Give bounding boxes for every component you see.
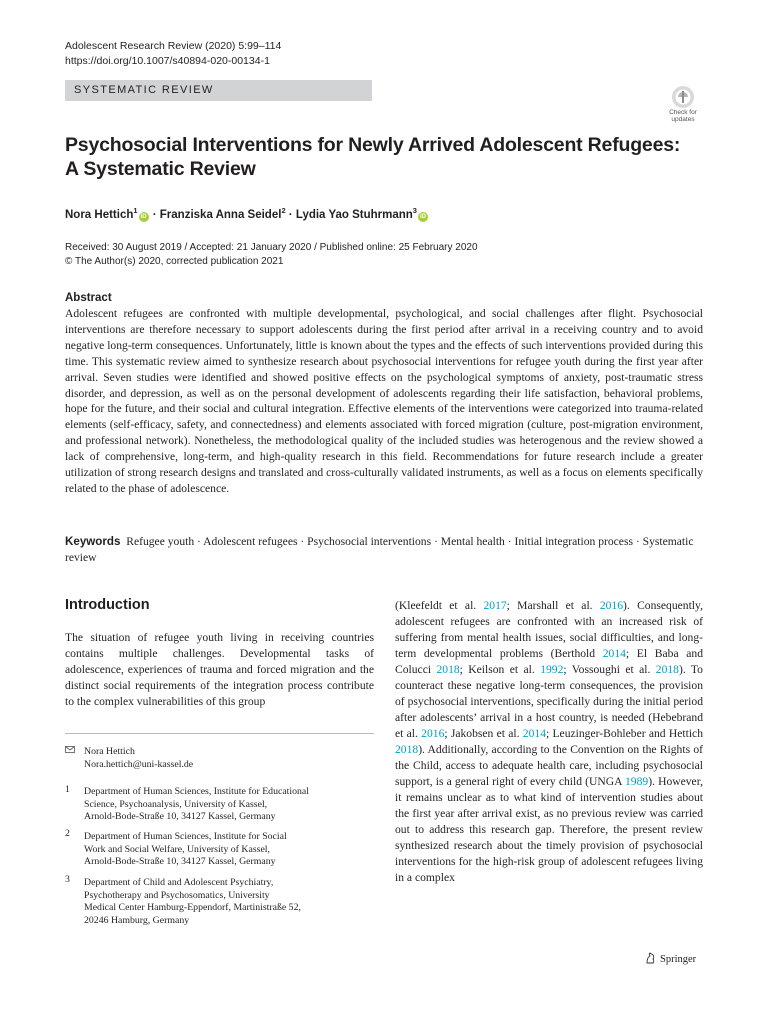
- crossmark-icon: [671, 85, 695, 109]
- body-text: ; El Baba and Colucci: [395, 647, 703, 676]
- author-name[interactable]: Nora Hettich: [65, 208, 134, 221]
- affiliation-line: Work and Social Welfare, University of Kassel,: [84, 843, 270, 855]
- doi-link[interactable]: https://doi.org/10.1007/s40894-020-00134-1: [65, 55, 270, 67]
- article-type-banner: SYSTEMATIC REVIEW: [65, 80, 372, 101]
- publisher-logo: [645, 952, 696, 967]
- body-text: ). However, it remains unclear as to what kind of intervention studies about the first year after arrival exist, as no previous review was carried out to address this research gap. Therefore, the present review synthesized research about the timely provision of psychosocial interventions for the high-risk group of adolescent refugees living in a complex: [395, 775, 703, 884]
- contact-name: Nora Hettich: [84, 746, 135, 757]
- body-text: ; Leuzinger-Bohleber and Hettich: [545, 727, 703, 740]
- journal-reference: Adolescent Research Review (2020) 5:99–114: [65, 40, 282, 52]
- right-column: [395, 598, 703, 886]
- envelope-icon: [65, 745, 77, 758]
- crossmark-label-2: updates: [671, 116, 695, 123]
- affiliation-line: Medical Center Hamburg-Eppendorf, Martinistraße 52,: [84, 902, 301, 914]
- citation-link[interactable]: 2014: [522, 727, 546, 740]
- affiliation-line: Science, Psychoanalysis, University of Kassel,: [84, 798, 268, 810]
- contact-email[interactable]: Nora.hettich@uni-kassel.de: [84, 758, 194, 770]
- title-line-1: Psychosocial Interventions for Newly Arrived Adolescent Refugees:: [65, 134, 681, 156]
- affiliation-line: Department of Child and Adolescent Psychiatry,: [84, 877, 274, 888]
- citation-link[interactable]: 2017: [483, 599, 507, 612]
- body-text: ). To counteract these negative long-term consequences, the provision of psychosocial interventions, specifically during the initial period after adolescents’ arrival in a host country, is needed (Hebebrand et al.: [395, 663, 703, 740]
- footnote-divider: [65, 733, 374, 734]
- author-separator: ·: [285, 208, 296, 221]
- body-text: ; Keilson et al.: [459, 663, 541, 676]
- affiliation-3: [84, 877, 374, 928]
- author-affiliation-ref: 2: [281, 206, 286, 215]
- affiliation-line: 20246 Hamburg, Germany: [84, 915, 190, 927]
- citation-link[interactable]: 2014: [602, 647, 626, 660]
- introduction-heading: Introduction: [65, 597, 150, 613]
- affiliation-number: 1: [65, 784, 70, 795]
- body-text: ; Marshall et al.: [506, 599, 600, 612]
- author-name[interactable]: Franziska Anna Seidel: [159, 208, 282, 221]
- author-affiliation-ref: 1: [133, 206, 138, 215]
- affiliation-line: Department of Human Sciences, Institute for Educational: [84, 786, 309, 797]
- body-text: ; Vossoughi et al.: [563, 663, 656, 676]
- author-separator: ·: [149, 208, 160, 221]
- keywords-block: [65, 534, 703, 566]
- affiliation-number: 3: [65, 874, 70, 885]
- springer-horse-icon: [645, 952, 656, 964]
- publisher-name: Springer: [660, 954, 697, 965]
- title-line-2: A Systematic Review: [65, 158, 256, 180]
- citation-link[interactable]: 2016: [599, 599, 624, 612]
- article-title: [65, 133, 705, 181]
- abstract-heading: Abstract: [65, 292, 112, 304]
- citation-link[interactable]: 1989: [625, 775, 649, 788]
- citation-link[interactable]: 1992: [540, 663, 564, 676]
- affiliation-line: Department of Human Sciences, Institute for Social: [84, 831, 287, 842]
- keywords-heading: Keywords: [65, 535, 121, 548]
- body-text: ). Consequently, adolescent refugees are confronted with an increased risk of suffering from mental health issues, social difficulties, and long-term developmental problems (Berthold: [395, 599, 703, 660]
- citation-link[interactable]: 2016: [421, 727, 445, 740]
- citation-link[interactable]: 2018: [655, 663, 679, 676]
- orcid-icon[interactable]: iD: [140, 213, 147, 220]
- keywords-text: Refugee youth · Adolescent refugees · Psychosocial interventions · Mental health · Initial integration process · Systematic review: [65, 535, 694, 564]
- affiliation-line: Arnold-Bode-Straße 10, 34127 Kassel, Germany: [84, 811, 276, 823]
- affiliation-1: [84, 786, 374, 824]
- abstract-text: Adolescent refugees are confronted with multiple developmental, psychological, and social challenges after flight. Psychosocial interventions are therefore necessary to support adolescents during the first period after arrival in a receiving country and to avoid negative long-term consequences. Unfortunately, little is known about the types and the effects of such interventions provided during this time. This systematic review aimed to synthesize research about psychosocial interventions for refugee youth during the first year after arrival. Seven studies were identified and showed positive effects on the psychological symptoms of anxiety, post-traumatic stress disorder, and depression, as well as on the personal development of adolescents regarding their life satisfaction, behavioral problems, hope for the future, and their social and cultural integration. Effective elements of the interventions were categorized into trauma-related elements (self-efficacy, safety, and connectedness) and elements associated with forced migration (culture, post-migration environment, and professional network). Nonetheless, the methodological quality of the included studies was heterogenous and the review showed a lack of comprehensive, long-term, and high-quality research in this field. Recommendations for future research include a greater utilization of strong research designs and translated and cross-culturally validated instruments, as well as a focus on elements specifically related to the phase of adolescence.: [65, 307, 703, 495]
- author-name[interactable]: Lydia Yao Stuhrmann: [295, 208, 413, 221]
- author-list: [65, 203, 429, 223]
- corresponding-author: [84, 746, 374, 771]
- citation-link[interactable]: 2018: [395, 743, 419, 756]
- check-for-updates-badge[interactable]: [664, 85, 702, 123]
- citation-link[interactable]: 2018: [436, 663, 460, 676]
- body-text: (Kleefeldt et al.: [395, 599, 484, 612]
- crossmark-label-1: Check for: [669, 109, 697, 116]
- body-text: ). Additionally, according to the Convention on the Rights of the Child, access to adequate health care, including psychosocial support, is a general right of every child (UNGA: [395, 743, 703, 788]
- affiliation-line: Psychotherapy and Psychosomatics, University: [84, 889, 270, 901]
- affiliation-2: [84, 831, 374, 869]
- intro-paragraph-left: The situation of refugee youth living in receiving countries contains multiple challenges. Developmental tasks of adolescence, experiences of trauma and forced migration and the distinct social requirements of the integration process contribute to the complex vulnerabilities of this group: [65, 631, 374, 708]
- orcid-icon[interactable]: iD: [419, 213, 426, 220]
- publication-dates: Received: 30 August 2019 / Accepted: 21 January 2020 / Published online: 25 February 2020: [65, 242, 478, 253]
- author-affiliation-ref: 3: [412, 206, 417, 215]
- copyright-notice: © The Author(s) 2020, corrected publication 2021: [65, 256, 284, 267]
- affiliation-line: Arnold-Bode-Straße 10, 34127 Kassel, Germany: [84, 856, 276, 868]
- body-text: ; Jakobsen et al.: [444, 727, 523, 740]
- affiliation-number: 2: [65, 828, 70, 839]
- left-column: [65, 630, 374, 710]
- intro-paragraph-right: [395, 598, 703, 886]
